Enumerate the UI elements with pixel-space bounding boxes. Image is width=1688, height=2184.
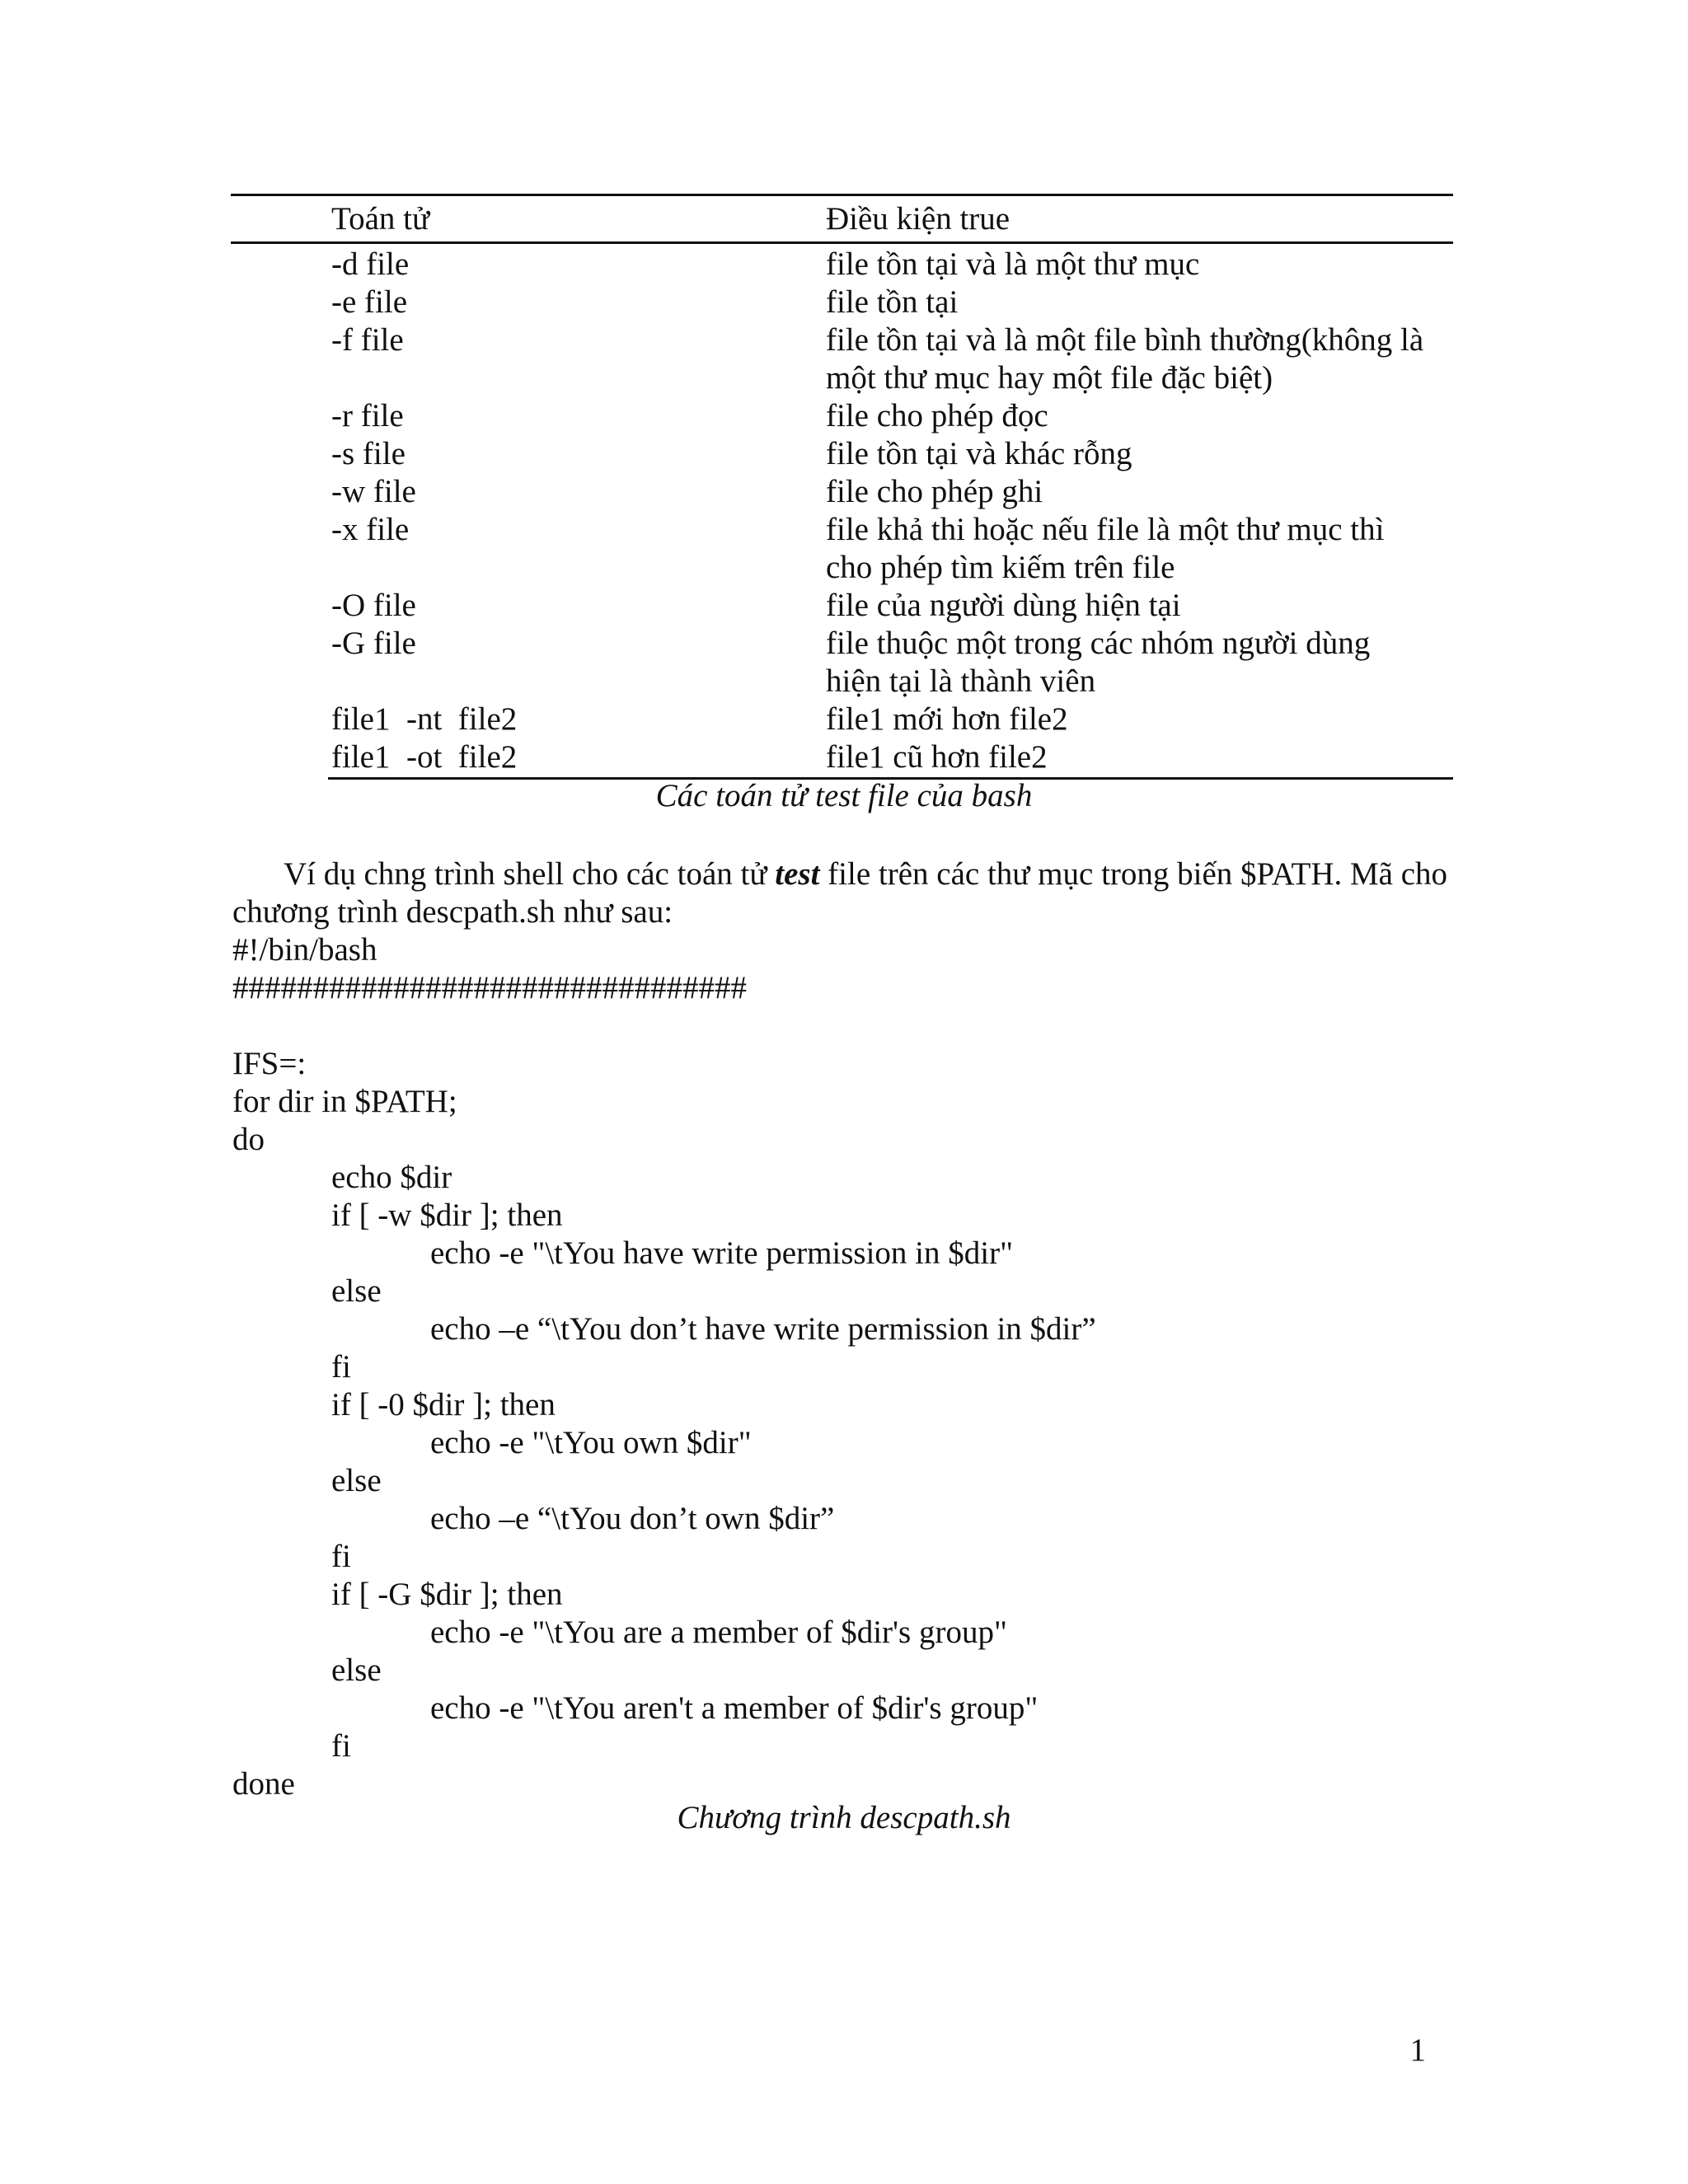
- table-caption: Các toán tử test file của bash: [655, 778, 1033, 813]
- condition-line: file thuộc một trong các nhóm người dùng: [826, 626, 1371, 661]
- code-line: #!/bin/bash: [232, 932, 377, 968]
- operator-cell: -G file: [331, 626, 416, 661]
- code-line: echo -e "\tYou are a member of $dir's group": [430, 1615, 1007, 1650]
- condition-line: file1 mới hơn file2: [826, 701, 1068, 737]
- code-line: echo –e “\tYou don’t have write permission in $dir”: [430, 1311, 1096, 1347]
- code-line: echo $dir: [331, 1160, 452, 1195]
- condition-line: file tồn tại và khác rỗng: [826, 436, 1132, 471]
- condition-cell: [826, 625, 1453, 701]
- operator-cell: file1 -ot file2: [331, 739, 518, 775]
- table-header-rule: [231, 241, 1453, 244]
- condition-line: một thư mục hay một file đặc biệt): [826, 360, 1273, 396]
- condition-cell: [826, 511, 1453, 587]
- code-caption: Chương trình descpath.sh: [677, 1800, 1011, 1835]
- condition-line: file tồn tại: [826, 284, 959, 320]
- condition-line: file cho phép đọc: [826, 398, 1048, 434]
- table-row: [231, 587, 1453, 625]
- condition-line: file1 cũ hơn file2: [826, 739, 1048, 775]
- code-line: fi: [331, 1728, 351, 1764]
- table-row: [231, 246, 1453, 284]
- operator-cell: -r file: [331, 398, 404, 434]
- code-line: else: [331, 1273, 382, 1309]
- code-line: IFS=:: [232, 1046, 307, 1081]
- paragraph-text-after: file trên các thư mục trong biến $PATH. Mã cho chương trình descpath.sh như sau:: [232, 856, 1448, 930]
- code-line: [232, 1007, 1469, 1045]
- table-row: [231, 284, 1453, 321]
- operator-cell: -f file: [331, 322, 404, 358]
- paragraph-text-before: Ví dụ chng trình shell cho các toán tử: [284, 856, 776, 892]
- condition-line: hiện tại là thành viên: [826, 663, 1096, 699]
- table-row: [231, 435, 1453, 473]
- code-listing: [232, 931, 1469, 1803]
- code-line: for dir in $PATH;: [232, 1084, 457, 1119]
- intro-paragraph: [232, 855, 1456, 931]
- operator-cell: -O file: [331, 588, 416, 623]
- condition-cell: [826, 738, 1453, 776]
- condition-line: file của người dùng hiện tại: [826, 588, 1181, 623]
- code-line: ################################: [232, 970, 747, 1005]
- code-line: else: [331, 1652, 382, 1688]
- code-line: echo -e "\tYou own $dir": [430, 1425, 752, 1460]
- condition-cell: [826, 473, 1453, 511]
- code-line: if [ -0 $dir ]; then: [331, 1387, 556, 1422]
- condition-cell: [826, 587, 1453, 625]
- table-row: [231, 701, 1453, 738]
- condition-cell: [826, 284, 1453, 321]
- table-row: [231, 397, 1453, 435]
- condition-cell: [826, 435, 1453, 473]
- condition-line: file khả thi hoặc nếu file là một thư mục thì: [826, 512, 1385, 547]
- table-row: [231, 511, 1453, 587]
- table-top-rule: [231, 194, 1453, 196]
- condition-line: cho phép tìm kiếm trên file: [826, 550, 1175, 585]
- operator-cell: -w file: [331, 474, 416, 509]
- condition-cell: [826, 397, 1453, 435]
- table-header-row: [231, 200, 1453, 240]
- code-line: if [ -G $dir ]; then: [331, 1577, 563, 1612]
- condition-line: file cho phép ghi: [826, 474, 1043, 509]
- operator-cell: -d file: [331, 246, 410, 282]
- code-line: do: [232, 1122, 265, 1157]
- condition-cell: [826, 246, 1453, 284]
- condition-line: file tồn tại và là một thư mục: [826, 246, 1200, 282]
- code-line: fi: [331, 1539, 351, 1574]
- table-row: [231, 321, 1453, 397]
- code-line: echo –e “\tYou don’t own $dir”: [430, 1501, 835, 1536]
- operator-cell: -s file: [331, 436, 406, 471]
- header-operator: Toán tử: [331, 201, 430, 237]
- code-line: if [ -w $dir ]; then: [331, 1197, 563, 1233]
- code-line: done: [232, 1766, 295, 1802]
- operator-cell: file1 -nt file2: [331, 701, 518, 737]
- code-line: fi: [331, 1349, 351, 1385]
- operator-cell: -e file: [331, 284, 408, 320]
- table-row: [231, 738, 1453, 776]
- condition-cell: [826, 321, 1453, 397]
- file-test-operators-table: [231, 194, 1453, 775]
- code-line: else: [331, 1463, 382, 1498]
- table-row: [231, 473, 1453, 511]
- condition-cell: [826, 701, 1453, 738]
- code-line: echo -e "\tYou have write permission in $dir": [430, 1235, 1014, 1271]
- header-condition: Điều kiện true: [826, 201, 1010, 237]
- condition-line: file tồn tại và là một file bình thường(không là: [826, 322, 1424, 358]
- table-body: [231, 246, 1453, 776]
- page-number: 1: [1409, 2032, 1426, 2068]
- paragraph-emphasis: test: [775, 856, 820, 892]
- table-row: [231, 625, 1453, 701]
- code-line: echo -e "\tYou aren't a member of $dir's group": [430, 1690, 1039, 1726]
- operator-cell: -x file: [331, 512, 410, 547]
